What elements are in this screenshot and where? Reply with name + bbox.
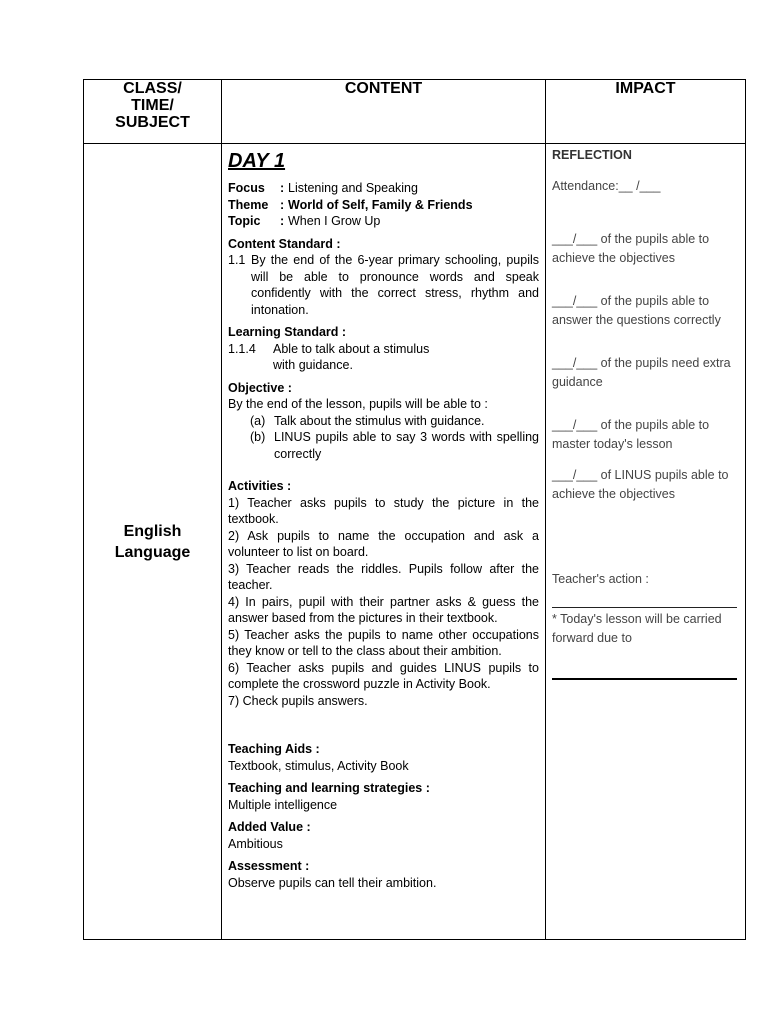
teachers-action-label: Teacher's action : — [552, 572, 649, 586]
activity-item: 2) Ask pupils to name the occupation and ask a volunteer to list on board. — [228, 528, 539, 559]
reflection-item: ___/___ of the pupils able to achieve the objectives — [552, 232, 710, 265]
reflection-item: ___/___ of LINUS pupils able to achieve the objectives — [552, 468, 729, 501]
teaching-aids-value: Textbook, stimulus, Activity Book — [228, 758, 409, 773]
activity-item: 7) Check pupils answers. — [228, 693, 368, 708]
assessment-label: Assessment : — [228, 859, 310, 873]
lesson-plan-table — [83, 79, 746, 940]
reflection-item: ___/___ of the pupils able to master today's lesson — [552, 418, 710, 451]
activity-item: 5) Teacher asks the pupils to name other occupations they know or tell to the class about their ambition. — [228, 627, 539, 658]
content-standard: 1.1 By the end of the 6-year primary schooling, pupils will be able to pronounce words and speak confidently with the correct stress, rhythm and intonation. — [228, 253, 539, 317]
assessment-value: Observe pupils can tell their ambition. — [228, 875, 437, 890]
strategies-label: Teaching and learning strategies : — [228, 781, 430, 795]
focus-row: Focus : Listening and Speaking — [228, 181, 418, 195]
activity-item: 4) In pairs, pupil with their partner asks & guess the answer based from the pictures in their textbook. — [228, 594, 539, 625]
day-title: DAY 1 — [228, 150, 286, 172]
header-class: CLASS/ TIME/ SUBJECT — [84, 80, 222, 144]
reflection-heading: REFLECTION — [552, 148, 632, 162]
reflection-item: ___/___ of the pupils able to answer the questions correctly — [552, 294, 721, 327]
objective-item: (a) Talk about the stimulus with guidance. — [250, 413, 485, 428]
theme-row: Theme : World of Self, Family & Friends — [228, 197, 473, 212]
carried-forward-line — [552, 678, 737, 680]
attendance-line: Attendance:__ /___ — [552, 179, 661, 193]
carried-forward-note: * Today's lesson will be carried forward due to — [552, 612, 722, 645]
objective-item: (b) LINUS pupils able to say 3 words with spelling correctly — [250, 430, 539, 461]
impact-cell — [546, 144, 746, 940]
activity-item: 6) Teacher asks pupils and guides LINUS pupils to complete the crossword puzzle in Activity Book. — [228, 660, 539, 691]
teachers-action-line — [552, 607, 737, 608]
header-row — [84, 80, 746, 144]
activities-label: Activities : — [228, 479, 292, 493]
header-impact: IMPACT — [546, 80, 746, 144]
subject-cell: English Language — [84, 144, 222, 940]
objective-label: Objective : — [228, 380, 292, 395]
body-row — [84, 144, 746, 940]
teaching-aids-label: Teaching Aids : — [228, 742, 320, 756]
content-standard-label: Content Standard : — [228, 236, 341, 251]
learning-standard: 1.1.4 Able to talk about a stimulus with guidance. — [228, 341, 430, 372]
activity-item: 3) Teacher reads the riddles. Pupils follow after the teacher. — [228, 561, 539, 592]
added-value-value: Ambitious — [228, 836, 283, 851]
content-cell — [222, 144, 546, 940]
topic-row: Topic : When I Grow Up — [228, 214, 381, 228]
learning-standard-label: Learning Standard : — [228, 325, 347, 339]
strategies-value: Multiple intelligence — [228, 797, 338, 812]
header-content: CONTENT — [222, 80, 546, 144]
activity-item: 1) Teacher asks pupils to study the picture in the textbook. — [228, 495, 539, 526]
added-value-label: Added Value : — [228, 820, 311, 834]
objective-intro: By the end of the lesson, pupils will be able to : — [228, 397, 488, 411]
reflection-item: ___/___ of the pupils need extra guidance — [552, 356, 731, 389]
